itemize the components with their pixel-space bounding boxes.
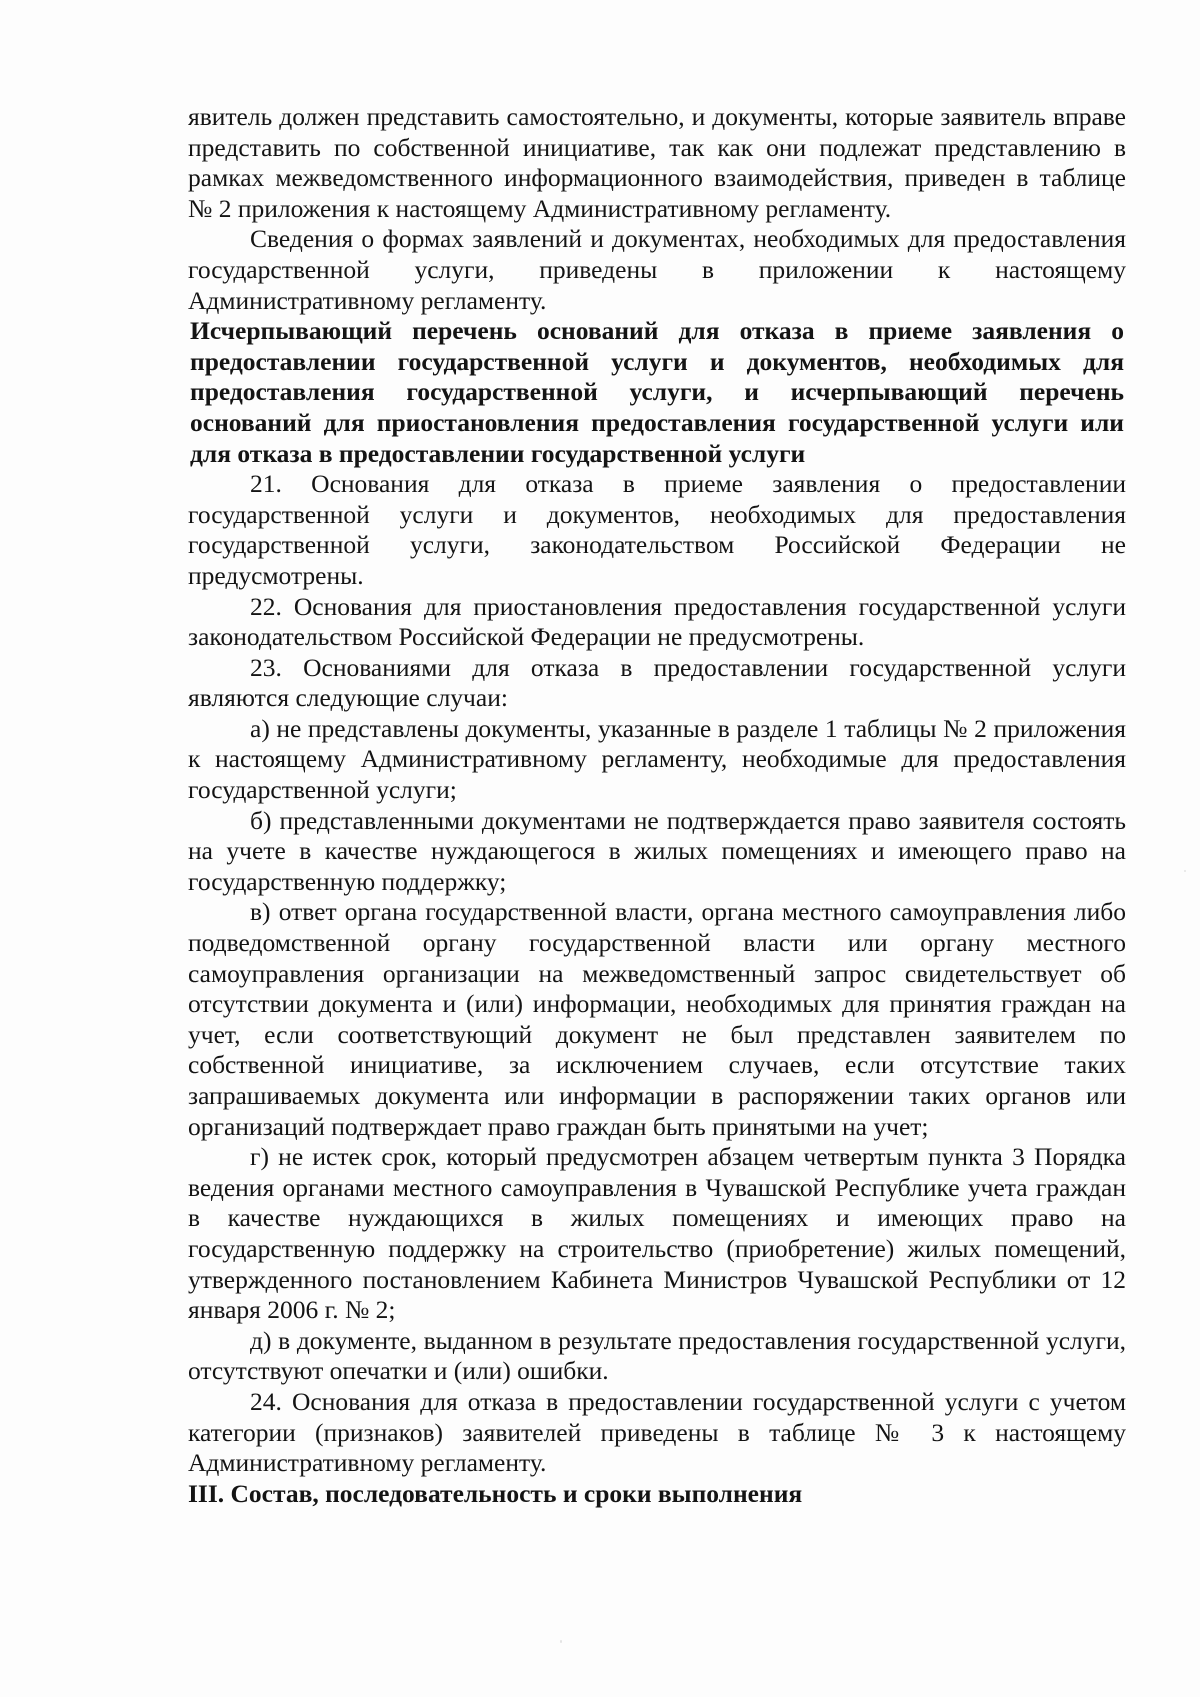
document-body — [188, 102, 1126, 1509]
clause-23-item-d: д) в документе, выданном в результате предоставления государственной услуги, отсутствуют опечатки и (или) ошибки. — [188, 1325, 1126, 1386]
scan-mark — [560, 1640, 562, 1643]
section-heading-grounds-for-refusal: Исчерпывающий перечень оснований для отказа в приеме заявления о предоставлении государственной услуги и документов, необходимых для предоставления государственной услуги, и исчерпывающий перечень оснований для приостановления предоставления государственной услуги или для отказа в предоставлении государственной услуги — [190, 316, 1124, 468]
clause-23-item-g: г) не истек срок, который предусмотрен абзацем четвертым пункта 3 Порядка ведения органами местного самоуправления в Чувашской Республике учета граждан в качестве нуждающихся в жилых помещениях и имеющих право на государственную поддержку на строительство (приобретение) жилых помещений, утвержденного постановлением Кабинета Министров Чувашской Республики от 12 января 2006 г. № 2; — [188, 1142, 1126, 1325]
clause-21: 21. Основания для отказа в приеме заявления о предоставлении государственной услуги и документов, необходимых для предоставления государственной услуги, законодательством Российской Федерации не предусмотрены. — [188, 469, 1126, 590]
section-heading-iii: III. Состав, последовательность и сроки выполнения — [188, 1478, 803, 1508]
clause-23-item-b: б) представленными документами не подтверждается право заявителя состоять на учете в качестве нуждающегося в жилых помещениях и имеющего право на государственную поддержку; — [188, 805, 1126, 896]
scan-mark — [1184, 870, 1186, 872]
intro-paragraph-1: явитель должен представить самостоятельно, и документы, которые заявитель вправе представить по собственной инициативе, так как они подлежат представлению в рамках межведомственного информационного взаимодействия, приведен в таблице № 2 приложения к настоящему Административному регламенту. — [188, 102, 1126, 223]
clause-23-item-v: в) ответ органа государственной власти, органа местного самоуправления либо подведомственной органу государственной власти или органу местного самоуправления организации на межведомственный запрос свидетельствует об отсутствии документа и (или) информации, необходимых для принятия граждан на учет, если соответствующий документ не был представлен заявителем по собственной инициативе, за исключением случаев, если отсутствие таких запрашиваемых документа или информации в распоряжении таких органов или организаций подтверждает право граждан быть принятыми на учет; — [188, 897, 1126, 1141]
clause-23-item-a: а) не представлены документы, указанные в разделе 1 таблицы № 2 приложения к настоящему Административному регламенту, необходимые для предоставления государственной услуги; — [188, 713, 1126, 805]
clause-22: 22. Основания для приостановления предоставления государственной услуги законодательством Российской Федерации не предусмотрены. — [188, 591, 1126, 652]
clause-24: 24. Основания для отказа в предоставлении государственной услуги с учетом категории (признаков) заявителей приведены в таблице № 3 к настоящему Административному регламенту. — [188, 1386, 1126, 1478]
intro-paragraph-2: Сведения о формах заявлений и документах, необходимых для предоставления государственной услуги, приведены в приложении к настоящему Административному регламенту. — [188, 224, 1126, 315]
clause-23: 23. Основаниями для отказа в предоставлении государственной услуги являются следующие случаи: — [188, 652, 1126, 713]
